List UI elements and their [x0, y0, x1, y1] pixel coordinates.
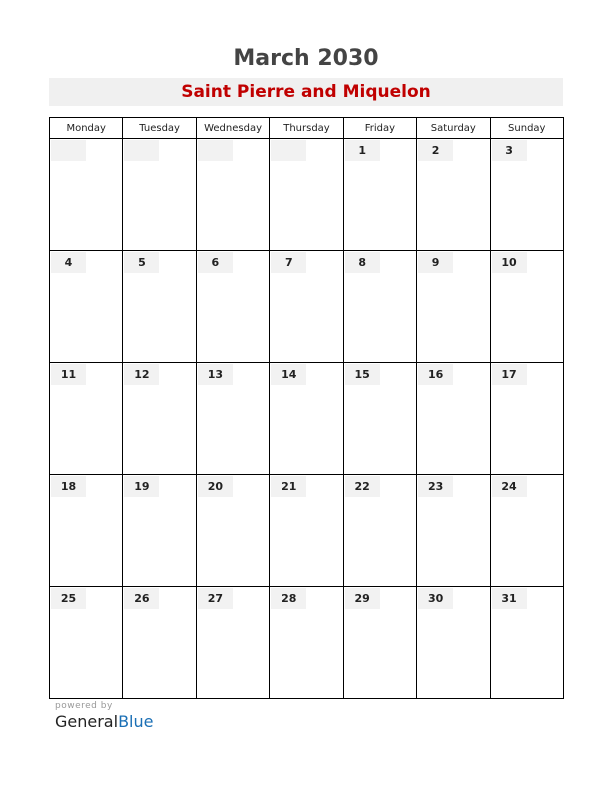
day-number — [198, 140, 233, 161]
day-number: 6 — [198, 252, 233, 273]
weekday-tuesday: Tuesday — [123, 118, 196, 139]
day-number: 15 — [345, 364, 380, 385]
brand-logo[interactable] — [55, 712, 153, 731]
weekday-monday: Monday — [50, 118, 123, 139]
day-number: 13 — [198, 364, 233, 385]
day-number: 10 — [492, 252, 527, 273]
day-cell — [343, 587, 416, 699]
day-cell — [50, 363, 123, 475]
day-cell — [196, 363, 269, 475]
day-number: 12 — [124, 364, 159, 385]
day-cell — [490, 475, 563, 587]
day-number — [51, 140, 86, 161]
brand-blue: Blue — [118, 712, 154, 731]
day-cell — [343, 475, 416, 587]
powered-by-text: powered by — [55, 701, 113, 711]
day-number: 9 — [418, 252, 453, 273]
day-cell — [196, 251, 269, 363]
region-name: Saint Pierre and Miquelon — [181, 82, 431, 102]
week-row — [50, 139, 564, 251]
day-cell — [50, 139, 123, 251]
week-row — [50, 251, 564, 363]
day-cell — [417, 587, 490, 699]
day-cell — [417, 139, 490, 251]
day-cell — [490, 139, 563, 251]
day-number: 18 — [51, 476, 86, 497]
day-cell — [50, 587, 123, 699]
day-number: 25 — [51, 588, 86, 609]
day-cell — [343, 139, 416, 251]
day-number: 7 — [271, 252, 306, 273]
day-number: 21 — [271, 476, 306, 497]
day-number: 3 — [492, 140, 527, 161]
day-cell — [417, 475, 490, 587]
day-cell — [343, 363, 416, 475]
day-cell — [270, 363, 343, 475]
weekday-thursday: Thursday — [270, 118, 343, 139]
day-number: 5 — [124, 252, 159, 273]
weekday-wednesday: Wednesday — [196, 118, 269, 139]
weekday-saturday: Saturday — [417, 118, 490, 139]
day-number: 19 — [124, 476, 159, 497]
day-number: 22 — [345, 476, 380, 497]
day-cell — [196, 139, 269, 251]
day-cell — [123, 251, 196, 363]
day-cell — [490, 251, 563, 363]
day-number: 8 — [345, 252, 380, 273]
day-number: 27 — [198, 588, 233, 609]
footer-branding — [55, 701, 153, 731]
page-title: March 2030 — [233, 46, 379, 71]
day-number: 29 — [345, 588, 380, 609]
day-cell — [270, 587, 343, 699]
day-number: 1 — [345, 140, 380, 161]
day-cell — [196, 475, 269, 587]
day-number: 20 — [198, 476, 233, 497]
weekday-friday: Friday — [343, 118, 416, 139]
brand-general: General — [55, 712, 119, 731]
weekday-header-row — [50, 118, 564, 139]
day-number: 24 — [492, 476, 527, 497]
day-number: 17 — [492, 364, 527, 385]
day-cell — [123, 139, 196, 251]
day-cell — [343, 251, 416, 363]
day-cell — [270, 475, 343, 587]
day-number: 30 — [418, 588, 453, 609]
day-number: 2 — [418, 140, 453, 161]
day-number: 23 — [418, 476, 453, 497]
week-row — [50, 475, 564, 587]
week-row — [50, 363, 564, 475]
day-cell — [270, 251, 343, 363]
day-number: 4 — [51, 252, 86, 273]
day-number — [271, 140, 306, 161]
day-number: 11 — [51, 364, 86, 385]
day-number: 31 — [492, 588, 527, 609]
day-cell — [490, 363, 563, 475]
week-row — [50, 587, 564, 699]
day-cell — [123, 587, 196, 699]
day-cell — [196, 587, 269, 699]
day-number — [124, 140, 159, 161]
weekday-sunday: Sunday — [490, 118, 563, 139]
day-cell — [123, 475, 196, 587]
day-cell — [270, 139, 343, 251]
day-cell — [50, 251, 123, 363]
region-banner — [49, 78, 563, 106]
day-number: 14 — [271, 364, 306, 385]
calendar-grid — [49, 117, 564, 699]
day-cell — [490, 587, 563, 699]
day-number: 26 — [124, 588, 159, 609]
day-cell — [417, 363, 490, 475]
day-number: 16 — [418, 364, 453, 385]
day-number: 28 — [271, 588, 306, 609]
day-cell — [50, 475, 123, 587]
day-cell — [417, 251, 490, 363]
day-cell — [123, 363, 196, 475]
